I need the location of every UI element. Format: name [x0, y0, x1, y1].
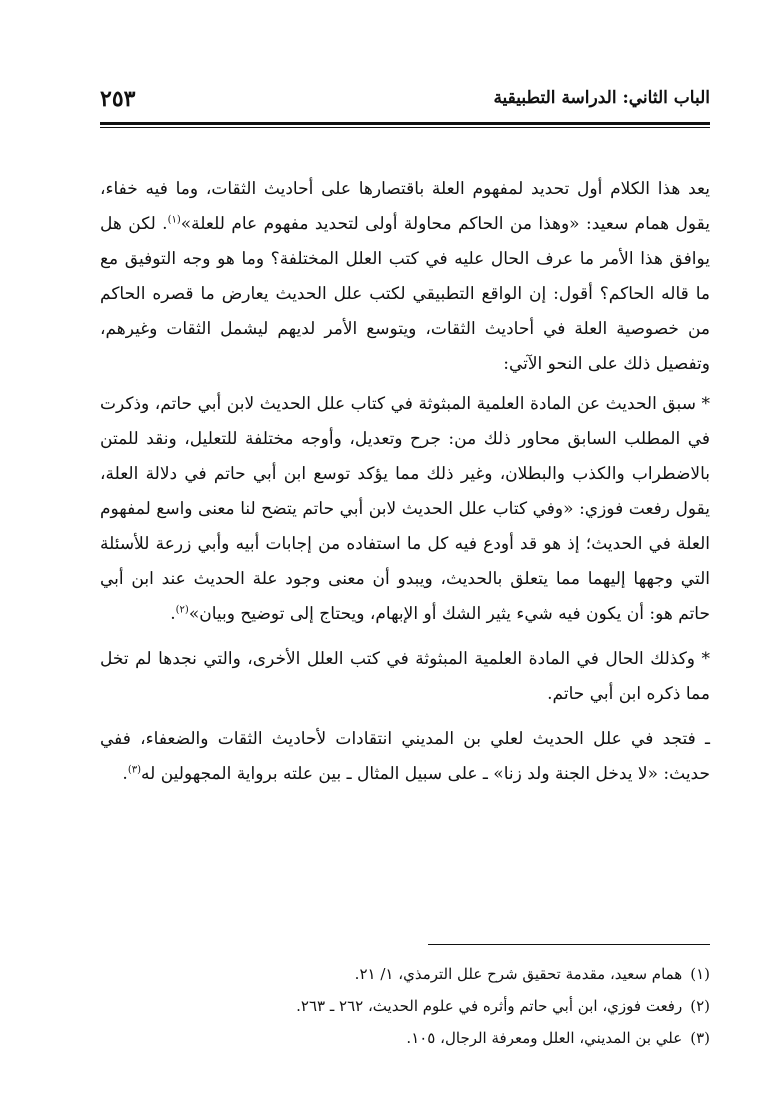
running-title: الباب الثاني: الدراسة التطبيقية — [493, 88, 710, 108]
footnote-ref-2: (٢) — [175, 604, 189, 616]
footnote-1 — [100, 958, 710, 990]
paragraph-2 — [100, 387, 710, 632]
footnotes — [100, 958, 710, 1054]
paragraph-3 — [100, 642, 710, 712]
page-header — [100, 86, 710, 124]
page-number: ٢٥٣ — [100, 86, 136, 112]
paragraph-3-text: * وكذلك الحال في المادة العلمية المبثوثة في كتب العلل الأخرى، والتي نجدها لم تخل مما ذكره ابن أبي حاتم. — [100, 649, 710, 704]
footnote-2-number: (٢) — [690, 997, 710, 1015]
footnote-separator — [428, 944, 710, 945]
paragraph-4-text: ـ فتجد في علل الحديث لعلي بن المديني انتقادات لأحاديث الثقات والضعفاء، ففي حديث: «لا يدخل الجنة ولد زنا» ـ على سبيل المثال ـ بين علته برواية المجهولين له — [100, 729, 710, 784]
footnote-1-number: (١) — [690, 965, 710, 983]
header-rule-thick — [100, 122, 710, 125]
paragraph-1-text-a: يعد هذا الكلام أول تحديد لمفهوم العلة باقتصارها على أحاديث الثقات، وما فيه خفاء، يقول همام سعيد: «وهذا من الحاكم محاولة أولى لتحديد مفهوم عام للعلة» — [100, 179, 711, 234]
footnote-ref-3: (٣) — [127, 764, 142, 776]
paragraph-2-end: . — [170, 604, 176, 624]
footnote-3-text: علي بن المديني، العلل ومعرفة الرجال، ١٠٥. — [406, 1029, 683, 1047]
header-rule-thin — [100, 127, 710, 128]
paragraph-2-text: * سبق الحديث عن المادة العلمية المبثوثة في كتاب علل الحديث لابن أبي حاتم، وذكرت في المطلب السابق محاور ذلك من: جرح وتعديل، وأوجه مختلفة للتعليل، ونقد للمتن بالاضطراب والكذب والبطلان، وغير ذلك مما يؤكد توسع ابن أبي حاتم في دلالة العلة، يقول رفعت فوزي: «وفي كتاب علل الحديث لابن أبي حاتم يتضح لنا معنى واسع لمفهوم العلة في الحديث؛ إذ هو قد أودع فيه كل ما استفاده من إجابات أبيه وأبي زرعة للأسئلة التي وجهها إليهما مما يتعلق بالحديث، ويبدو أن معنى وجود علة الحديث عند ابن أبي حاتم هو: أن يكون فيه شيء يثير الشك أو الإبهام، ويحتاج إلى توضيح وبيان» — [100, 394, 710, 624]
footnote-3 — [100, 1022, 710, 1054]
paragraph-1 — [100, 172, 710, 382]
footnote-2-text: رفعت فوزي، ابن أبي حاتم وأثره في علوم الحديث، ٢٦٢ ـ ٢٦٣. — [296, 997, 683, 1015]
footnote-3-number: (٣) — [690, 1029, 710, 1047]
main-text — [100, 172, 710, 797]
paragraph-4 — [100, 722, 710, 792]
paragraph-4-end: . — [122, 764, 128, 784]
footnote-ref-1: (١) — [167, 214, 181, 226]
footnote-1-text: همام سعيد، مقدمة تحقيق شرح علل الترمذي، ١/ ٢١. — [354, 965, 683, 983]
paragraph-1-text-b: . لكن هل يوافق هذا الأمر ما عرف الحال عليه في كتب العلل المختلفة؟ وما هو وجه التوفيق مع ما قاله الحاكم؟ أقول: إن الواقع التطبيقي لكتب علل الحديث يعارض ما قصره الحاكم من خصوصية العلة في أحاديث الثقات، ويتوسع الأمر لديهم ليشمل الثقات وغيرهم، وتفصيل ذلك على النحو الآتي: — [100, 214, 710, 374]
footnote-2 — [100, 990, 710, 1022]
